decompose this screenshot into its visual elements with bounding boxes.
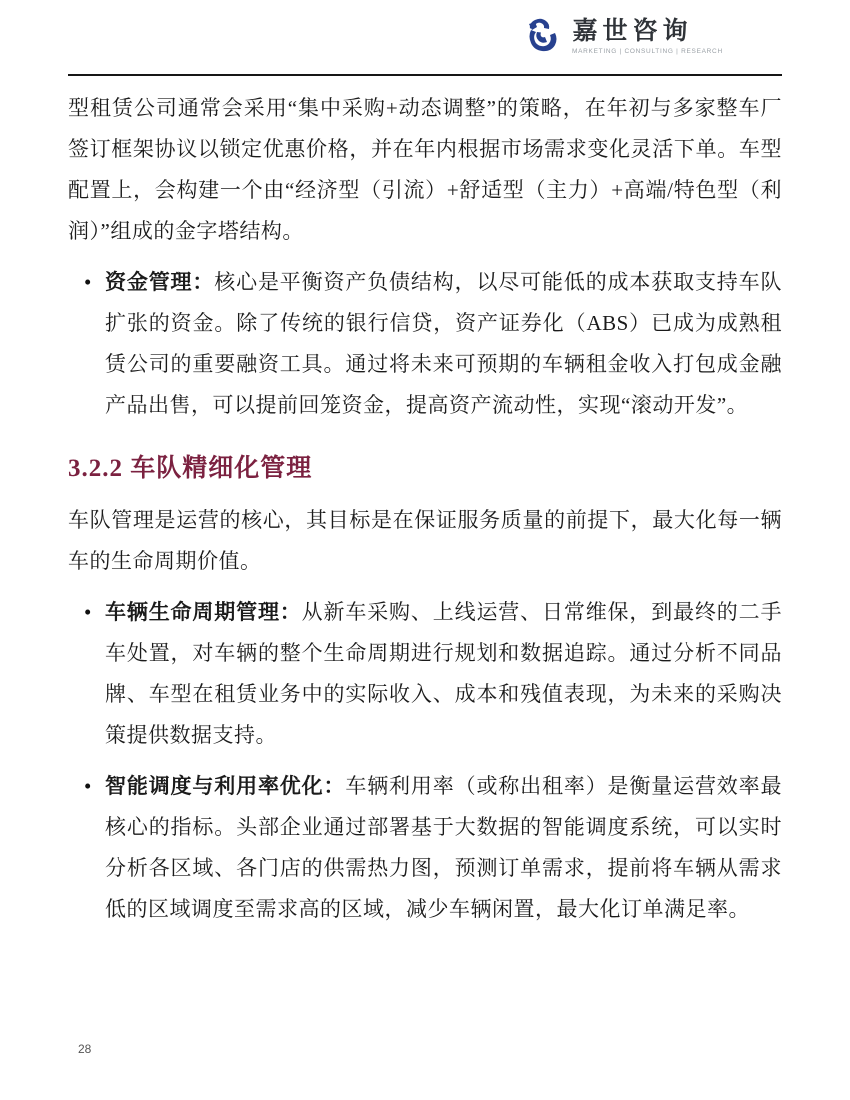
page-number: 28 [78,1042,92,1056]
intro-paragraph: 型租赁公司通常会采用“集中采购+动态调整”的策略，在年初与多家整车厂签订框架协议以锁定优惠价格，并在年内根据市场需求变化灵活下单。车型配置上，会构建一个由“经济型（引流）+舒适型（主力）+高端/特色型（利润）”组成的金字塔结构。 [68,96,782,243]
page-content [68,88,782,930]
bullet-body: 车辆利用率（或称出租率）是衡量运营效率最核心的指标。头部企业通过部署基于大数据的智能调度系统，可以实时分析各区域、各门店的供需热力图，预测订单需求，提前将车辆从需求低的区域调度至需求高的区域，减少车辆闲置，最大化订单满足率。 [105,774,783,921]
section-lead-paragraph: 车队管理是运营的核心，其目标是在保证服务质量的前提下，最大化每一辆车的生命周期价值。 [68,508,782,573]
bullet-icon: • [84,270,92,294]
bullet-body: 核心是平衡资产负债结构，以尽可能低的成本获取支持车队扩张的资金。除了传统的银行信贷，资产证券化（ABS）已成为成熟租赁公司的重要融资工具。通过将未来可预期的车辆租金收入打包成金融产品出售，可以提前回笼资金，提高资产流动性，实现“滚动开发”。 [105,270,782,417]
list-item [68,262,782,426]
list-item [68,592,782,756]
bullet-text [105,600,782,747]
company-logo [523,16,782,57]
logo-wordmark: 嘉世咨询 [572,17,693,45]
page-header [68,0,782,76]
bullet-icon: • [84,600,92,624]
logo-text-block [572,16,782,57]
bullet-body: 从新车采购、上线运营、日常维保，到最终的二手车处置，对车辆的整个生命周期进行规划和数据追踪。通过分析不同品牌、车型在租赁业务中的实际收入、成本和残值表现，为未来的采购决策提供数据支持。 [105,600,783,747]
bullet-text [105,270,782,417]
bullet-label: 智能调度与利用率优化： [105,774,346,798]
list-item [68,766,782,930]
bullet-label: 资金管理： [105,270,215,294]
section-heading: 3.2.2 车队精细化管理 [68,455,313,482]
logo-icon [523,16,563,56]
logo-tagline: MARKETING | CONSULTING | RESEARCH [572,47,724,55]
bullet-icon: • [84,774,92,798]
header-divider [68,74,782,76]
bullet-text [105,774,782,921]
bullet-label: 车辆生命周期管理： [105,600,302,624]
